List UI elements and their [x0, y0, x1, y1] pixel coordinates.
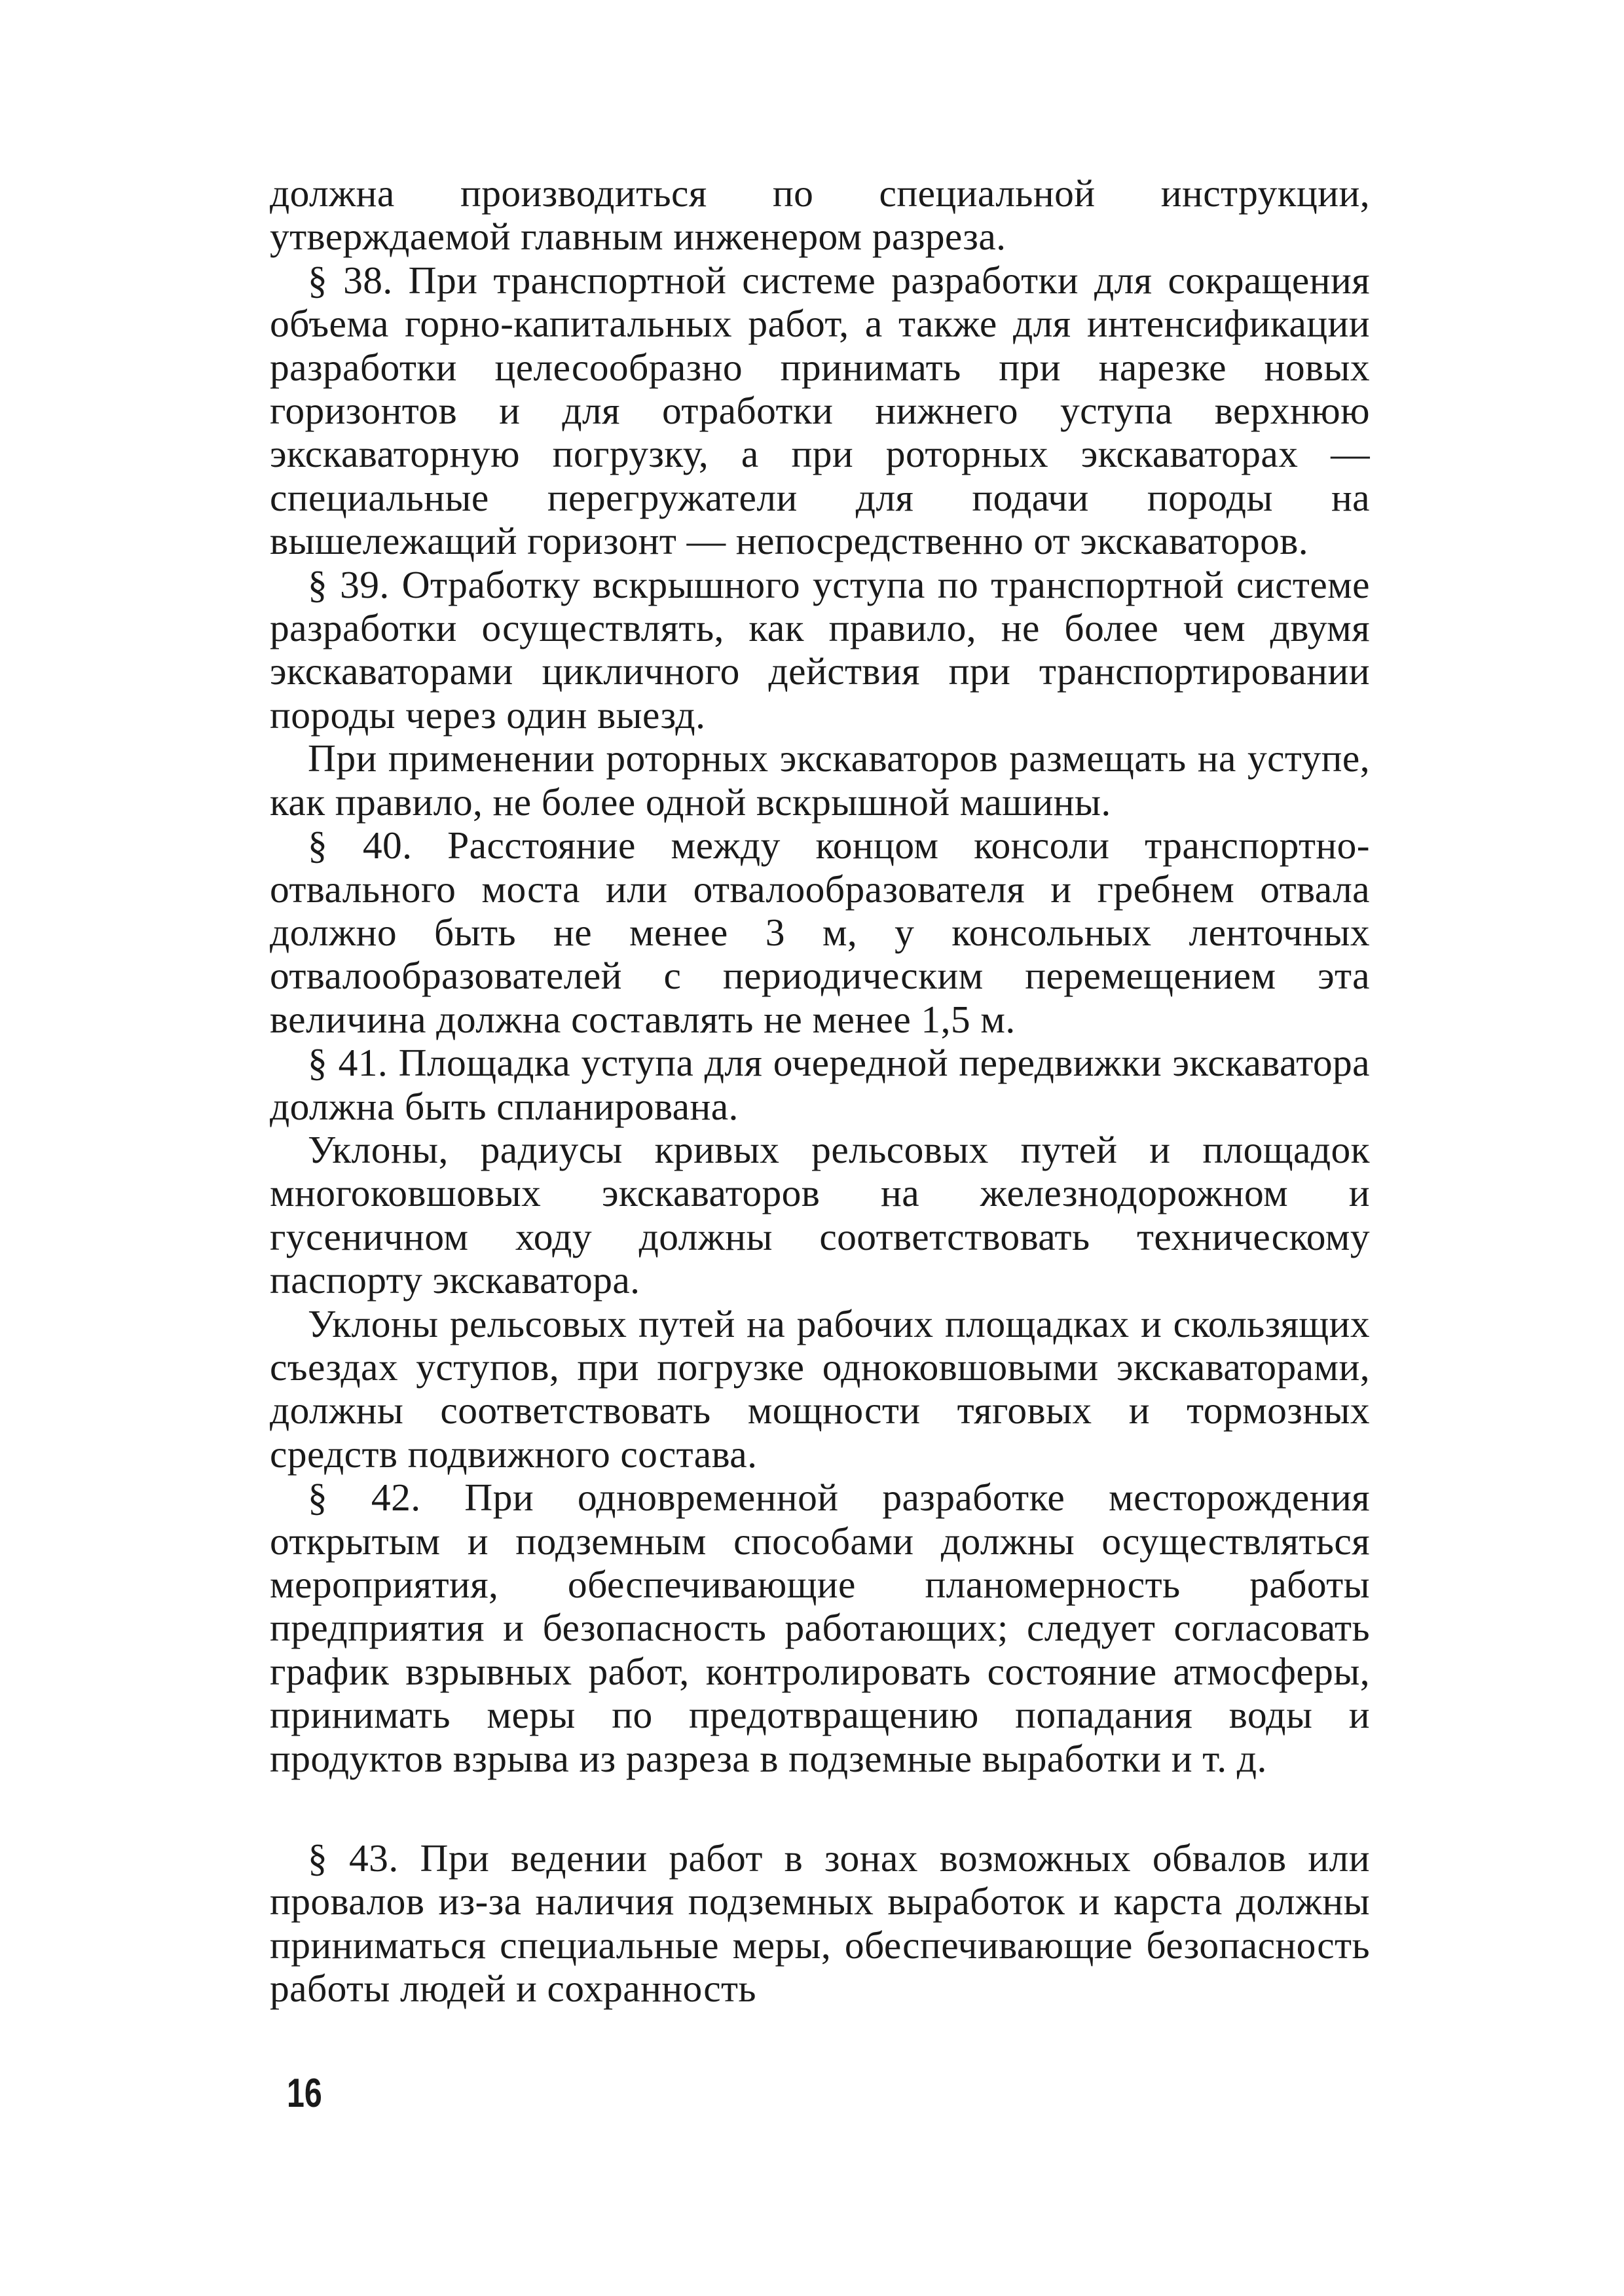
paragraph-40: § 40. Расстояние между концом консоли транспортно-отвального моста или отвалообразователя и гребнем отвала должно быть не менее 3 м, у консольных ленточных отвалообразователей с периодическим перемещением эта величина должна составлять не менее 1,5 м.	[270, 824, 1370, 1041]
paragraph-41-slopes: Уклоны, радиусы кривых рельсовых путей и площадок многоковшовых экскаваторов на железнодорожном и гусеничном ходу должны соответствовать техническому паспорту экскаватора.	[270, 1127, 1370, 1302]
paragraph-39: § 39. Отработку вскрышного уступа по транспортной системе разработки осуществлять, как правило, не более чем двумя экскаваторами цикличного действия при транспортировании породы через один выезд.	[270, 562, 1370, 737]
paragraph-43: § 43. При ведении работ в зонах возможных обвалов или провалов из-за наличия подземных выработок и карста должны приниматься специальные меры, обеспечивающие безопасность работы людей и сохранность	[270, 1836, 1370, 2011]
paragraph-41-rail-slopes: Уклоны рельсовых путей на рабочих площадках и скользящих съездах уступов, при погрузке одноковшовыми экскаваторами, должны соответствовать мощности тяговых и тормозных средств подвижного состава.	[270, 1302, 1370, 1476]
paragraph-38: § 38. При транспортной системе разработки для сокращения объема горно-капитальных работ, а также для интенсификации разработки целесообразно принимать при нарезке новых горизонтов и для отработки нижнего уступа верхнюю экскаваторную погрузку, а при роторных экскаваторах — специальные перегружатели для подачи породы на вышележащий горизонт — непосредственно от экскаваторов.	[270, 258, 1370, 563]
paragraph-41: § 41. Площадка уступа для очередной передвижки экскаватора должна быть спланирована.	[270, 1041, 1370, 1128]
paragraph-continuation: должна производиться по специальной инструкции, утверждаемой главным инженером разреза.	[270, 172, 1370, 259]
paragraph-42: § 42. При одновременной разработке месторождения открытым и подземным способами должны осуществляться мероприятия, обеспечивающие планомерность работы предприятия и безопасность работающих; следует согласовать график взрывных работ, контролировать состояние атмосферы, принимать меры по предотвращению попадания воды и продуктов взрыва из разреза в подземные выработки и т. д.	[270, 1476, 1370, 1780]
page-number: 16	[287, 2071, 322, 2116]
body-text	[270, 172, 1370, 2011]
paragraph-39-rotary: При применении роторных экскаваторов размещать на уступе, как правило, не более одной вскрышной машины.	[270, 737, 1370, 824]
